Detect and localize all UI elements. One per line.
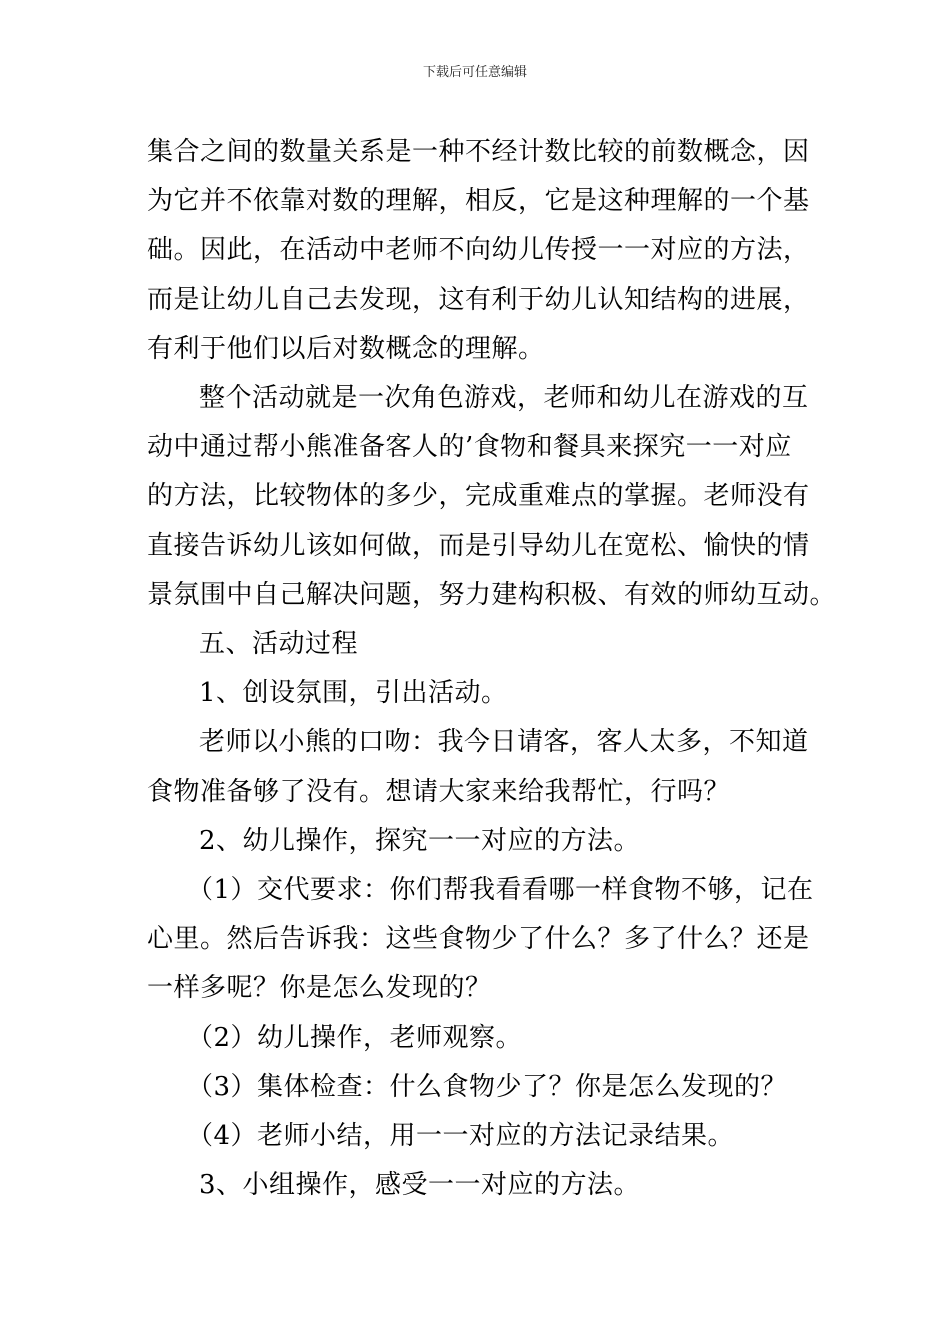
body-text: [147, 128, 837, 1210]
sub-step-line: （1）交代要求：你们帮我看看哪一样食物不够，记在: [187, 875, 814, 906]
section-heading: 五、活动过程: [199, 629, 359, 660]
paragraph-line: 为它并不依靠对数的理解，相反，它是这种理解的一个基: [147, 186, 810, 217]
paragraph-line: 集合之间的数量关系是一种不经计数比较的前数概念，因: [147, 137, 810, 167]
paragraph-line: 动中通过帮小熊准备客人的’食物和餐具来探究一一对应: [147, 432, 792, 463]
step-heading: 3、小组操作，感受一一对应的方法。: [199, 1170, 641, 1201]
paragraph-line: 老师以小熊的口吻：我今日请客，客人太多，不知道: [199, 727, 809, 758]
paragraph-line: 有利于他们以后对数概念的理解。: [147, 333, 545, 364]
paragraph-line: 心里。然后告诉我：这些食物少了什么？多了什么？还是: [147, 924, 810, 955]
step-heading: 2、幼儿操作，探究一一对应的方法。: [199, 825, 641, 856]
paragraph-line: 的方法，比较物体的多少，完成重难点的掌握。老师没有: [147, 481, 810, 512]
sub-step-line: （2）幼儿操作，老师观察。: [187, 1022, 523, 1053]
paragraph-line: 直接告诉幼儿该如何做，而是引导幼儿在宽松、愉快的情: [147, 530, 810, 561]
sub-step-line: （3）集体检查：什么食物少了？你是怎么发现的？: [187, 1071, 788, 1102]
paragraph-line: 整个活动就是一次角色游戏，老师和幼儿在游戏的互: [199, 383, 809, 414]
step-heading: 1、创设氛围，引出活动。: [199, 678, 508, 709]
paragraph-line: 一样多呢？你是怎么发现的？: [147, 973, 492, 1004]
paragraph-line: 景氛围中自己解决问题，努力建构积极、有效的师幼互动。: [147, 579, 837, 610]
sub-step-line: （4）老师小结，用一一对应的方法记录结果。: [187, 1121, 735, 1152]
paragraph-line: 础。因此，在活动中老师不向幼儿传授一一对应的方法，: [147, 235, 810, 266]
page-header: 下载后可任意编辑: [422, 65, 527, 80]
paragraph-line: 食物准备够了没有。想请大家来给我帮忙，行吗？: [147, 776, 731, 807]
paragraph-line: 而是让幼儿自己去发现，这有利于幼儿认知结构的进展，: [147, 284, 810, 315]
